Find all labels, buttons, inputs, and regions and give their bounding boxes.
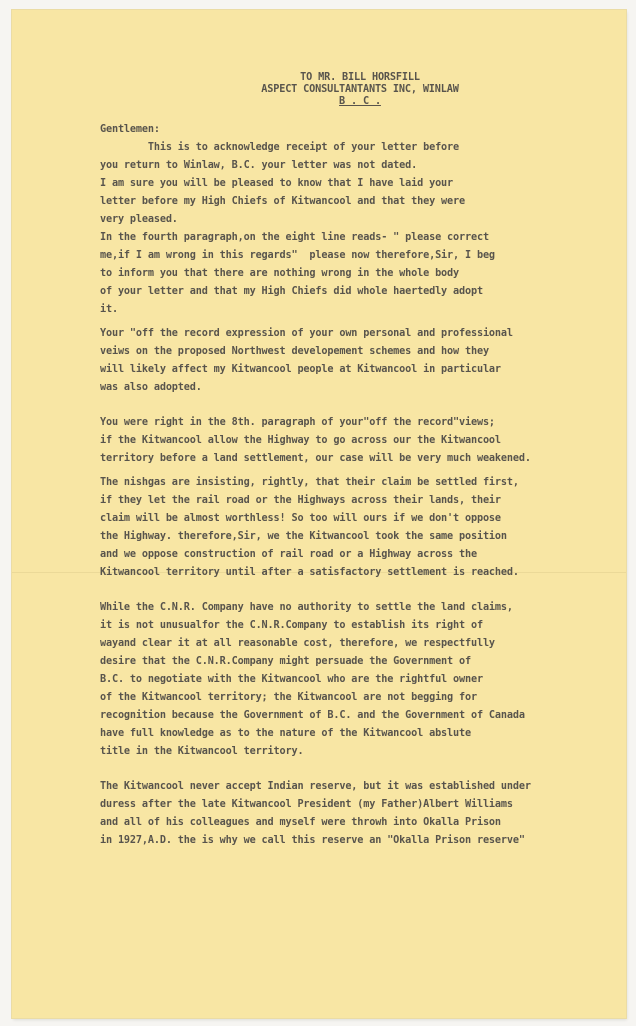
text-line: In the fourth paragraph,on the eight line reads- " please correct	[100, 232, 489, 243]
text-line: This is to acknowledge receipt of your letter before	[100, 142, 460, 153]
text-line: if they let the rail road or the Highways across their lands, their	[100, 495, 501, 506]
text-line: have full knowledge as to the nature of the Kitwancool abslute	[100, 728, 471, 739]
paragraph-reserve	[100, 778, 620, 850]
text-line: territory before a land settlement, our case will be very much weakened.	[100, 453, 531, 464]
text-line: very pleased.	[100, 214, 178, 225]
text-line: you return to Winlaw, B.C. your letter was not dated.	[100, 160, 418, 171]
letter-page	[12, 10, 626, 1018]
address-line: TO MR. BILL HORSFILL	[300, 72, 420, 83]
text-line: and all of his colleagues and myself were throwh into Okalla Prison	[100, 817, 501, 828]
text-line: title in the Kitwancool territory.	[100, 746, 304, 757]
text-line: it is not unusualfor the C.N.R.Company to establish its right of	[100, 620, 483, 631]
paragraph-nishgas	[100, 474, 620, 582]
paragraph-off-record	[100, 325, 620, 397]
text-line: veiws on the proposed Northwest developement schemes and how they	[100, 346, 489, 357]
text-line: The nishgas are insisting, rightly, that their claim be settled first,	[100, 477, 519, 488]
text-line: While the C.N.R. Company have no authority to settle the land claims,	[100, 602, 513, 613]
text-line: wayand clear it at all reasonable cost, therefore, we respectfully	[100, 638, 495, 649]
text-line: The Kitwancool never accept Indian reserve, but it was established under	[100, 781, 531, 792]
text-line: desire that the C.N.R.Company might persuade the Government of	[100, 656, 471, 667]
text-line: claim will be almost worthless! So too will ours if we don't oppose	[100, 513, 501, 524]
text-line: and we oppose construction of rail road or a Highway across the	[100, 549, 477, 560]
paragraph-cnr	[100, 599, 620, 761]
text-line: it.	[100, 304, 118, 315]
text-line: duress after the late Kitwancool President (my Father)Albert Williams	[100, 799, 513, 810]
text-line: me,if I am wrong in this regards" please now therefore,Sir, I beg	[100, 250, 495, 261]
address-block	[160, 72, 560, 108]
paragraph-receipt	[100, 139, 620, 319]
text-line: Your "off the record expression of your own personal and professional	[100, 328, 513, 339]
text-line: will likely affect my Kitwancool people at Kitwancool in particular	[100, 364, 501, 375]
text-line: Kitwancool territory until after a satisfactory settlement is reached.	[100, 567, 519, 578]
text-line: B.C. to negotiate with the Kitwancool who are the rightful owner	[100, 674, 483, 685]
text-line: of your letter and that my High Chiefs did whole haertedly adopt	[100, 286, 483, 297]
text-line: recognition because the Government of B.C. and the Government of Canada	[100, 710, 525, 721]
text-line: in 1927,A.D. the is why we call this reserve an "Okalla Prison reserve"	[100, 835, 525, 846]
text-line: to inform you that there are nothing wrong in the whole body	[100, 268, 460, 279]
text-line: letter before my High Chiefs of Kitwancool and that they were	[100, 196, 465, 207]
text-line: You were right in the 8th. paragraph of your"off the record"views;	[100, 417, 495, 428]
text-line: was also adopted.	[100, 382, 202, 393]
text-line: I am sure you will be pleased to know that I have laid your	[100, 178, 454, 189]
letter-body	[100, 72, 620, 850]
address-line: B . C .	[339, 96, 381, 107]
text-line: the Highway. therefore,Sir, we the Kitwancool took the same position	[100, 531, 507, 542]
salutation: Gentlemen:	[100, 124, 160, 135]
paragraph-highway	[100, 414, 620, 468]
address-line: ASPECT CONSULTANTANTS INC, WINLAW	[261, 84, 459, 95]
text-line: if the Kitwancool allow the Highway to go across our the Kitwancool	[100, 435, 501, 446]
text-line: of the Kitwancool territory; the Kitwancool are not begging for	[100, 692, 477, 703]
